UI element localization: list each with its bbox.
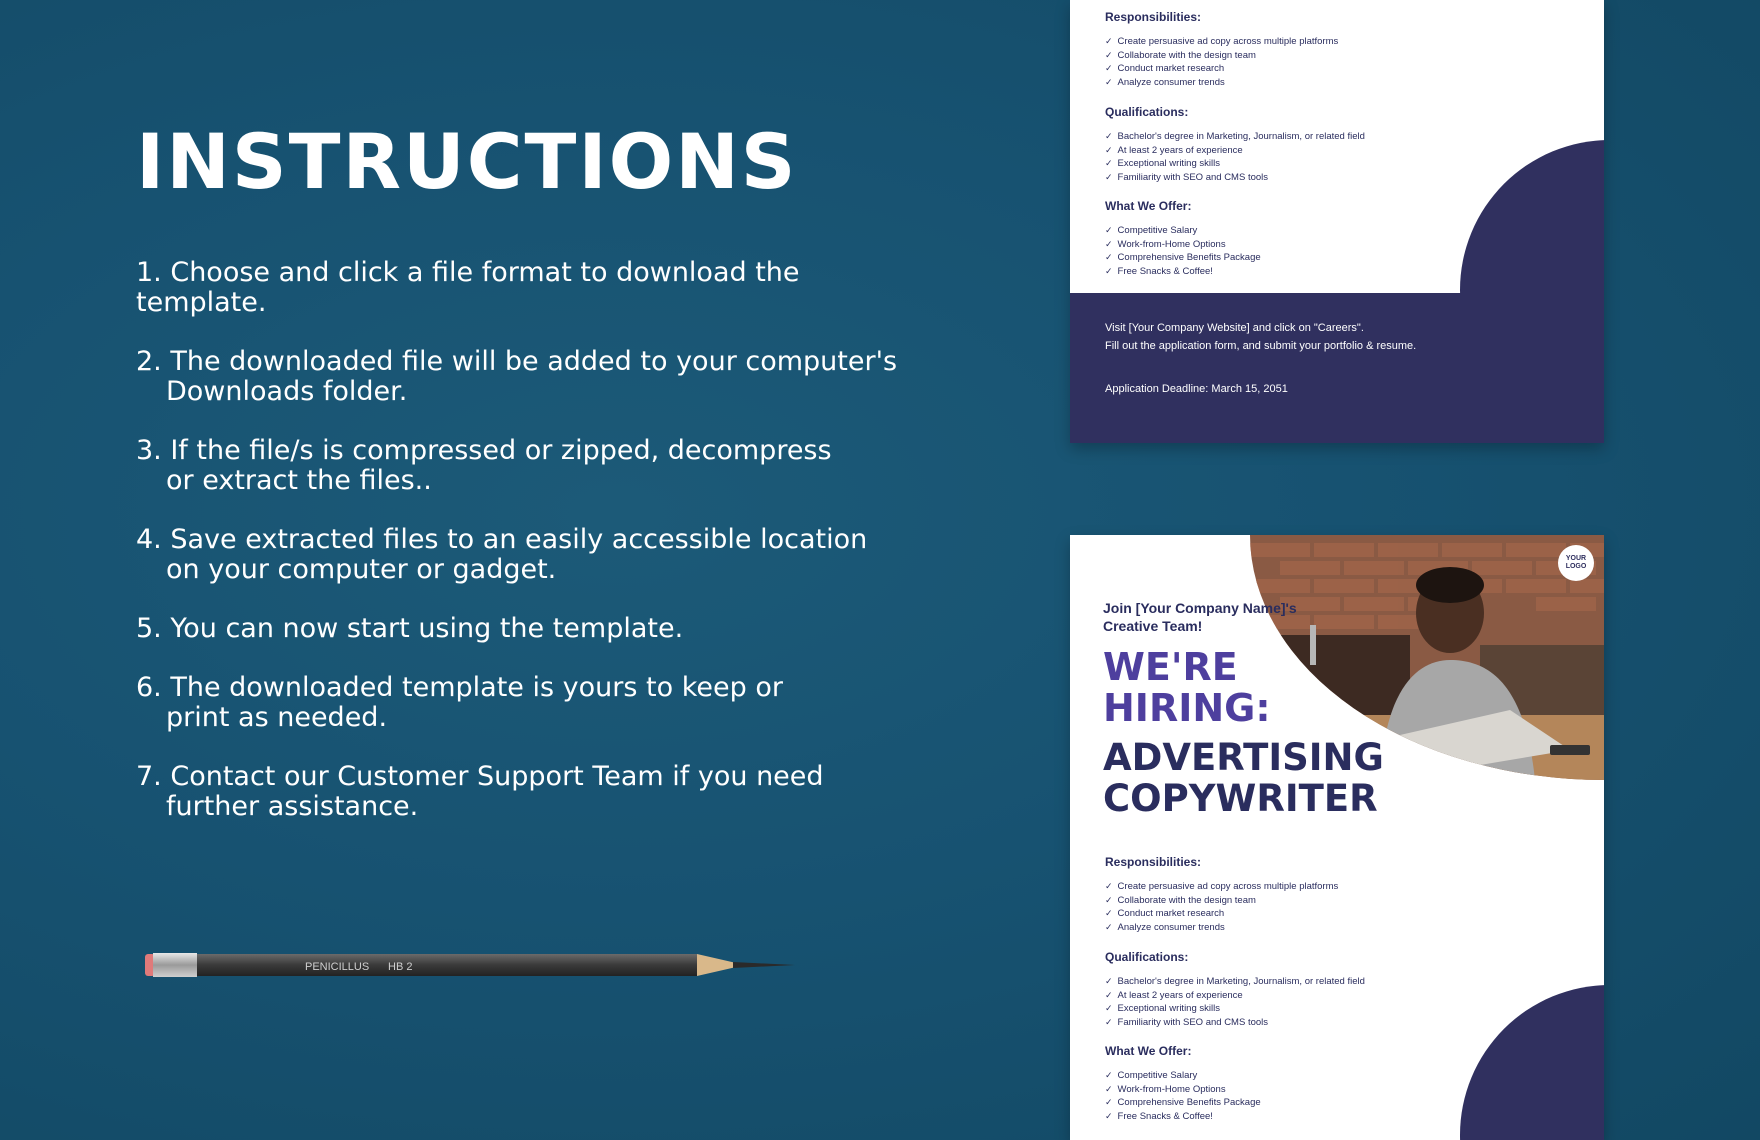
list-item: ✓ Familiarity with SEO and CMS tools xyxy=(1105,1016,1365,1030)
instructions-title: INSTRUCTIONS xyxy=(136,117,798,206)
instruction-step xyxy=(136,347,936,407)
list-item: ✓ Competitive Salary xyxy=(1105,1069,1261,1083)
instruction-step xyxy=(136,258,936,318)
pencil-brand: PENICILLUS xyxy=(305,961,370,973)
list-item: ✓ At least 2 years of experience xyxy=(1105,989,1365,1003)
instructions-list xyxy=(136,258,936,851)
offer-heading: What We Offer: xyxy=(1105,1044,1192,1058)
company-logo-badge: YOUR LOGO xyxy=(1558,545,1594,581)
list-item: ✓ Analyze consumer trends xyxy=(1105,921,1338,935)
list-item: ✓ Bachelor's degree in Marketing, Journalism, or related field xyxy=(1105,975,1365,989)
apply-line-1: Visit [Your Company Website] and click on "Careers". xyxy=(1105,322,1364,334)
step-line: 7. Contact our Customer Support Team if you need xyxy=(136,761,824,792)
list-item: ✓ Conduct market research xyxy=(1105,62,1338,76)
step-continuation: or extract the files.. xyxy=(166,465,432,496)
list-item: ✓ Bachelor's degree in Marketing, Journalism, or related field xyxy=(1105,130,1365,144)
list-item: ✓ Competitive Salary xyxy=(1105,224,1261,238)
template-preview-bottom xyxy=(1070,535,1604,1140)
list-item: ✓ Create persuasive ad copy across multiple platforms xyxy=(1105,35,1338,49)
qualifications-list xyxy=(1105,130,1365,184)
instruction-step xyxy=(136,673,936,733)
list-item: ✓ Work-from-Home Options xyxy=(1105,238,1261,252)
step-line: 3. If the file/s is compressed or zipped, decompress xyxy=(136,435,832,466)
step-line: 6. The downloaded template is yours to keep or xyxy=(136,672,783,703)
instruction-step xyxy=(136,436,936,496)
template-preview-top xyxy=(1070,0,1604,443)
list-item: ✓ Comprehensive Benefits Package xyxy=(1105,1096,1261,1110)
qualifications-heading: Qualifications: xyxy=(1105,950,1189,964)
role-title: ADVERTISING COPYWRITER xyxy=(1103,736,1384,820)
step-continuation: print as needed. xyxy=(166,702,388,733)
deadline-text: Application Deadline: March 15, 2051 xyxy=(1105,383,1288,395)
pencil-illustration xyxy=(145,950,795,982)
instruction-step xyxy=(136,525,936,585)
step-continuation: further assistance. xyxy=(166,791,419,822)
responsibilities-list xyxy=(1105,35,1338,89)
offer-heading: What We Offer: xyxy=(1105,199,1192,213)
offer-list xyxy=(1105,224,1261,278)
list-item: ✓ Collaborate with the design team xyxy=(1105,49,1338,63)
step-line: 5. You can now start using the template. xyxy=(136,613,684,644)
list-item: ✓ Comprehensive Benefits Package xyxy=(1105,251,1261,265)
list-item: ✓ Exceptional writing skills xyxy=(1105,157,1365,171)
step-line: 1. Choose and click a file format to download the template. xyxy=(136,257,800,318)
step-line: 4. Save extracted files to an easily accessible location xyxy=(136,524,868,555)
step-continuation: on your computer or gadget. xyxy=(166,554,557,585)
apply-line-2: Fill out the application form, and submit your portfolio & resume. xyxy=(1105,340,1417,352)
hiring-headline: WE'RE HIRING: xyxy=(1103,645,1271,730)
qualifications-heading: Qualifications: xyxy=(1105,105,1189,119)
list-item: ✓ Familiarity with SEO and CMS tools xyxy=(1105,171,1365,185)
list-item: ✓ Create persuasive ad copy across multiple platforms xyxy=(1105,880,1338,894)
list-item: ✓ Analyze consumer trends xyxy=(1105,76,1338,90)
footer-band xyxy=(1070,293,1604,443)
offer-list xyxy=(1105,1069,1261,1123)
instruction-step xyxy=(136,614,936,644)
list-item: ✓ At least 2 years of experience xyxy=(1105,144,1365,158)
qualifications-list xyxy=(1105,975,1365,1029)
list-item: ✓ Free Snacks & Coffee! xyxy=(1105,1110,1261,1124)
join-heading: Join [Your Company Name]'s Creative Team! xyxy=(1103,600,1297,634)
responsibilities-heading: Responsibilities: xyxy=(1105,855,1202,869)
list-item: ✓ Free Snacks & Coffee! xyxy=(1105,265,1261,279)
list-item: ✓ Work-from-Home Options xyxy=(1105,1083,1261,1097)
step-line: 2. The downloaded file will be added to your computer's xyxy=(136,346,898,377)
list-item: ✓ Exceptional writing skills xyxy=(1105,1002,1365,1016)
responsibilities-heading: Responsibilities: xyxy=(1105,10,1202,24)
instruction-step xyxy=(136,762,936,822)
decorative-circle xyxy=(1460,985,1604,1140)
responsibilities-list xyxy=(1105,880,1338,934)
step-continuation: Downloads folder. xyxy=(166,376,408,407)
pencil-grade: HB 2 xyxy=(388,961,413,973)
list-item: ✓ Conduct market research xyxy=(1105,907,1338,921)
list-item: ✓ Collaborate with the design team xyxy=(1105,894,1338,908)
